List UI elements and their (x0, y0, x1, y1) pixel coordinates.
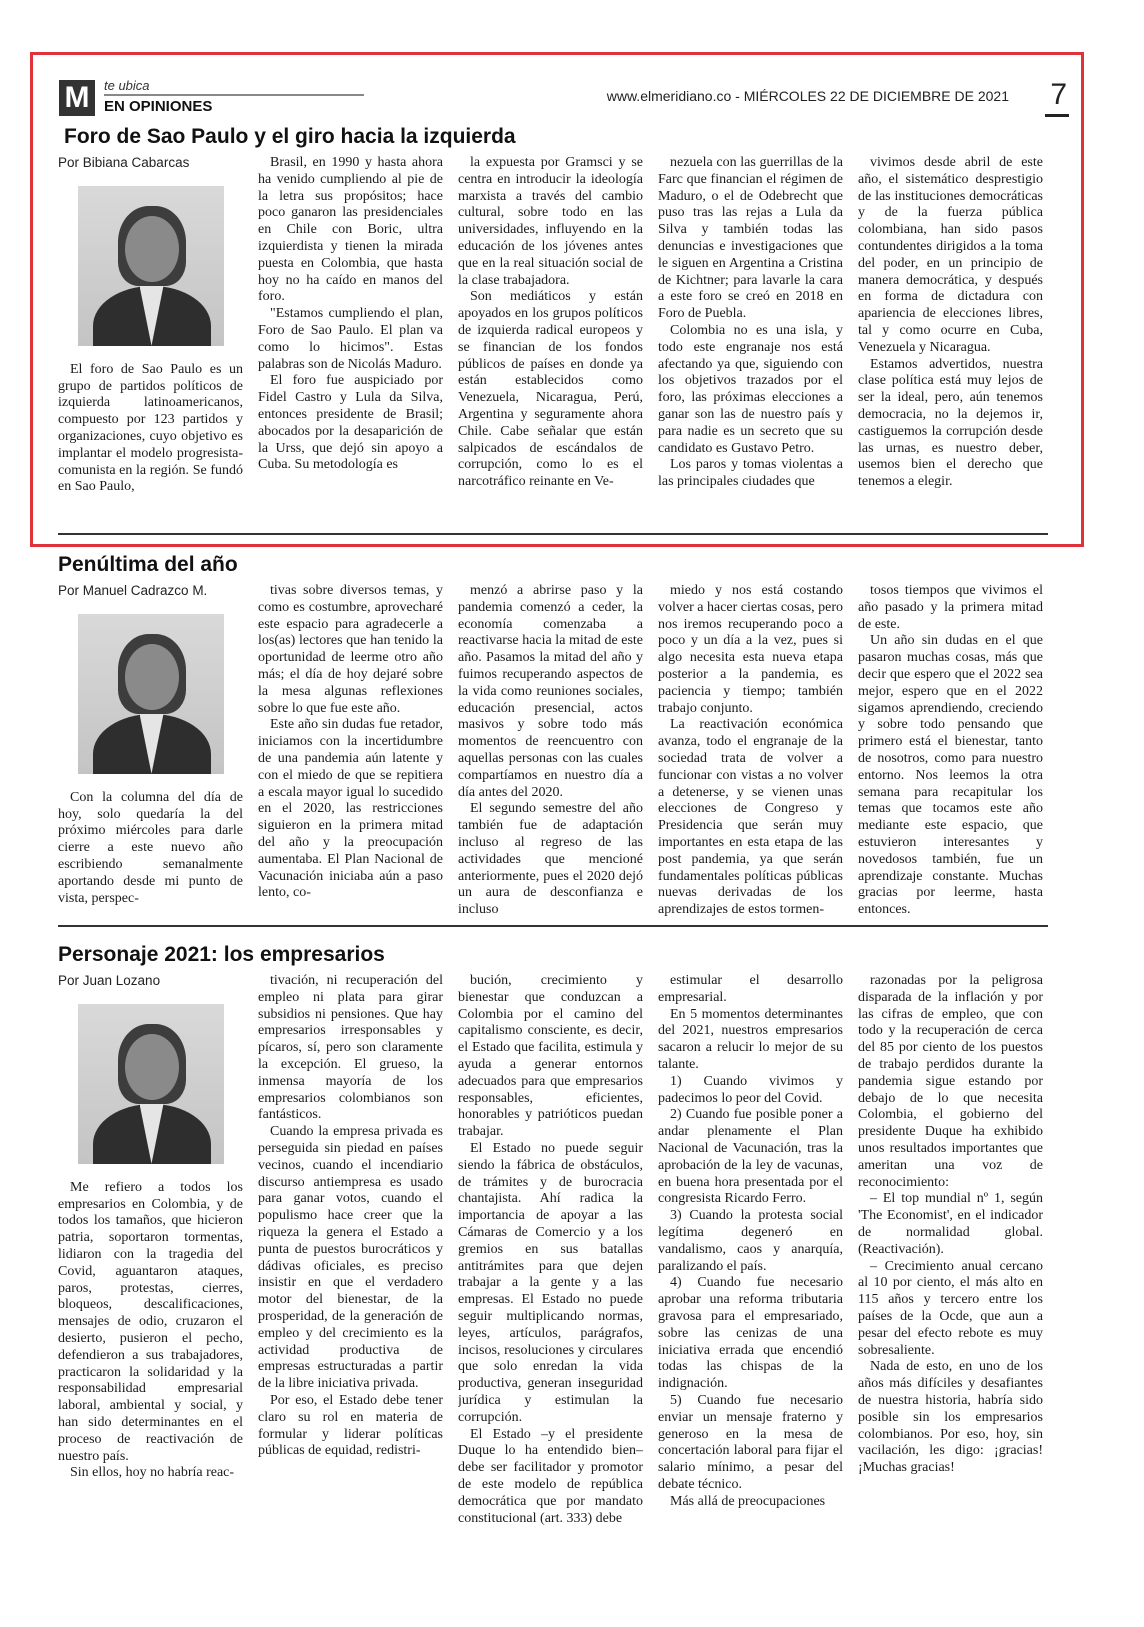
paragraph: menzó a abrirse paso y la pandemia comenzó a ceder, la economía comenzaba a reactivarse hacia la mitad de este año. Pasamos la mitad del año y fuimos recuperando aspectos de la vida como reuniones sociales, educación presencial, actos masivos y sobre todo más momentos de reencuentro con aquellas personas con las cuales compartíamos en nuestro día a día antes del 2020. (458, 583, 643, 800)
column-3 (458, 973, 643, 1533)
column-3 (458, 155, 643, 530)
paragraph: nezuela con las guerrillas de la Farc que financian el régimen de Maduro, o el de Odebrecht que puso tras las rejas a Lula da Silva y también todas las denuncias e investigaciones que le siguen en Argentina a Cristina de Kichtner; para lavarle la cara a este foro se creó en 2018 en Foro de Puebla. (658, 155, 843, 322)
column-4 (658, 155, 843, 530)
paragraph: estimular el desarrollo empresarial. (658, 973, 843, 1005)
paragraph: 4) Cuando fue necesario aprobar una reforma tributaria gravosa para el empresariado, sobre las cenizas de una iniciativa errada que encendió todas las chispas de la indignación. (658, 1275, 843, 1392)
column-5 (858, 583, 1043, 918)
article-3 (58, 943, 1048, 1533)
paragraph: En 5 momentos determinantes del 2021, nuestros empresarios sacaron a relucir lo mejor de su talante. (658, 1006, 843, 1072)
column-text (858, 155, 1043, 491)
paragraph: Cuando la empresa privada es perseguida sin piedad en países vecinos, cuando el incendiario discurso antiempresa es usado para ganar votos, cuando el populismo hace creer que la riqueza la genera el Estado a punta de puestos burocráticos y dádivas oficiales, es preciso insistir en que el verdadero motor del bienestar, de la prosperidad, de la generación de empleo y del crecimiento es la actividad productiva de empresas estructuradas a partir de la libre iniciativa privada. (258, 1124, 443, 1392)
paragraph: Sin ellos, hoy no habría reac- (70, 1465, 235, 1481)
paragraph: Este año sin dudas fue retador, iniciamos con la incertidumbre de una pandemia aún latente y con el miedo de que se repitiera a escala mayor igual lo sucedido en el 2020, las restricciones siguieron en la primera mitad del año y la preocupación aumentaba. El Plan Nacional de Vacunación iniciaba aún a paso lento, co- (258, 717, 443, 901)
column-2 (258, 583, 443, 918)
paragraph: 1) Cuando vivimos y padecimos lo peor del Covid. (658, 1073, 843, 1106)
paragraph: El Estado –y el presidente Duque lo ha entendido bien– debe ser facilitador y promotor de este modelo de república democrática que por mandato constitucional (art. 333) debe (458, 1426, 643, 1526)
paragraph: El segundo semestre del año también fue de adaptación incluso al regreso de las actividades que mencioné anteriormente, pues el 2020 dejó un aura de desconfianza e incluso (458, 801, 643, 918)
paragraph: tosos tiempos que vivimos el año pasado y la primera mitad de este. (858, 583, 1043, 632)
column-text (458, 583, 643, 918)
paragraph: La reactivación económica avanza, todo el engranaje de la sociedad trata de volver a funcionar con vistas a no volver a detenerse, y se vienen unas elecciones de Congreso y Presidencia que serán muy importantes en esta etapa de las post pandemia, ya que serán fundamentales políticas públicas nuevas derivadas de los aprendizajes de estos tormen- (658, 717, 843, 918)
logo-m: M (59, 80, 95, 116)
author-portrait-icon (78, 614, 224, 774)
paragraph: la expuesta por Gramsci y se centra en introducir la ideología marxista a través del cambio cultural, sobre todo en las universidades, influyendo en la educación de los jóvenes antes que en la real situación social de la clase trabajadora. (458, 155, 643, 288)
paragraph: – El top mundial nº 1, según 'The Economist', en el indicador de normalidad global. (Reactivación). (858, 1191, 1043, 1257)
section-label: EN OPINIONES (104, 98, 213, 115)
dateline: www.elmeridiano.co - MIÉRCOLES 22 DE DICIEMBRE DE 2021 (606, 88, 1009, 104)
paragraph: Me refiero a todos los empresarios en Colombia, y de todos los tamaños, que hicieron patria, soportaron tormentas, lidiaron con la tragedia del Covid, aguantaron ataques, paros, protestas, cierres, bloqueos, descalificaciones, mensajes de odio, cruzaron el desierto, pusieron el pecho, defendieron a sus trabajadores, practicaron la solidaridad y la responsabilidad empresarial laboral, ambiental y social, y han sido determinantes en el proceso de reactivación de nuestro país. (58, 1179, 243, 1464)
paragraph: razonadas por la peligrosa disparada de la inflación y por las cifras de empleo, que con todo y la recuperación de cerca del 85 por ciento de los puestos de trabajo perdidos durante la pandemia sigue estando por debajo de lo que necesita Colombia, el gobierno del presidente Duque ha exhibido unos resultados importantes que ameritan una voz de reconocimiento: (858, 973, 1043, 1190)
author-portrait-icon (78, 186, 224, 346)
paragraph: tivas sobre diversos temas, y como es costumbre, aprovecharé este espacio para agradecerle a los(as) lectores que han tenido la oportunidad de leerme otro año más; el día de hoy dejaré sobre la mesa algunas reflexiones sobre lo que fue este año. (258, 583, 443, 716)
column-text (258, 155, 443, 474)
paragraph: Por eso, el Estado debe tener claro su rol en materia de formular y liderar políticas públicas de equidad, redistri- (258, 1392, 443, 1459)
paragraph: El foro fue auspiciado por Fidel Castro y Lula da Silva, entonces presidente de Brasil; abocados por la desaparición de la Urss, que dejó sin apoyo a Cuba. Su metodología es (258, 373, 443, 473)
paragraph: El foro de Sao Paulo es un grupo de partidos políticos de izquierda latinoamericanos, compuesto por 123 partidos y organizaciones, cuyo objetivo es implantar el modelo progresista-comunista en la región. Se fundó en Sao Paulo, (58, 361, 243, 495)
paragraph: "Estamos cumpliendo el plan, Foro de Sao Paulo. El plan va como lo hicimos". Estas palabras son de Nicolás Maduro. (258, 306, 443, 372)
article-columns (58, 583, 1048, 918)
article-columns (58, 973, 1048, 1533)
paragraph: Con la columna del día de hoy, solo quedaría la del próximo miércoles para darle cierre a este nuevo año escribiendo semanalmente aportando desde mi punto de vista, perspec- (58, 789, 243, 906)
column-text (258, 973, 443, 1460)
article-2 (58, 553, 1048, 918)
column-text (658, 583, 843, 918)
byline: Por Juan Lozano (58, 973, 161, 988)
column-text (858, 583, 1043, 918)
paragraph: Un año sin dudas en el que pasaron muchas cosas, más que decir que espero que el 2022 sea mejor, espero que en el 2022 sigamos aprendiendo, creciendo y sobre todo pensando que primero está el bienestar, tanto de nosotros, como para nuestro entorno. Nos leemos la otra semana para recapitular los temas que tocamos este año mediante este espacio, que estuvieron interesantes y novedosos también, fue un aprendizaje constante. Muchas gracias por leerme, hasta entonces. (858, 633, 1043, 918)
column-4 (658, 973, 843, 1533)
paragraph: Más allá de preocupaciones (670, 1493, 826, 1509)
column-text (258, 583, 443, 902)
section-divider (58, 925, 1048, 927)
column-text (858, 973, 1043, 1477)
column-text (458, 973, 643, 1527)
column-text (58, 362, 243, 496)
column-1 (58, 583, 243, 918)
paragraph: bución, crecimiento y bienestar que conduzcan a Colombia por el camino del capitalismo consciente, es decir, el Estado que facilita, estimula y ayuda a generar entornos adecuados para que empresarios responsables, eficientes, honorables y patrióticos puedan trabajar. (458, 973, 643, 1140)
column-4 (658, 583, 843, 918)
author-portrait-icon (78, 1004, 224, 1164)
column-5 (858, 973, 1043, 1533)
column-text (658, 155, 843, 491)
column-text (58, 1180, 243, 1482)
paragraph: – Crecimiento anual cercano al 10 por ciento, el más alto en 115 años y tercero entre los países de la Ocde, que aun a pesar del efecto rebote es muy sobresaliente. (858, 1258, 1043, 1358)
paragraph: miedo y nos está costando volver a hacer ciertas cosas, pero nos iremos recuperando poco a poco y un día a la vez, pues si algo necesita esta nueva etapa posterior a la pandemia, es paciencia y tiempo; también trabajo conjunto. (658, 583, 843, 716)
section-divider (58, 533, 1048, 535)
column-2 (258, 155, 443, 530)
column-2 (258, 973, 443, 1533)
article-headline: Foro de Sao Paulo y el giro hacia la izquierda (64, 125, 516, 148)
paragraph: 5) Cuando fue necesario enviar un mensaje fraterno y generoso en la mesa de concertación laboral para fijar el salario mínimo, a pesar del debate técnico. (658, 1392, 843, 1492)
column-text (58, 790, 243, 908)
byline: Por Bibiana Cabarcas (58, 155, 190, 170)
paragraph: vivimos desde abril de este año, el sistemático desprestigio de las instituciones democráticas y de la fuerza pública colombiana, han sido pasos contundentes dirigidos a la toma del poder, en un principio de manera democrática, y después en forma de dictadura con apariencia de elecciones libres, tal y como ocurre en Cuba, Venezuela y Nicaragua. (858, 155, 1043, 355)
article-headline: Personaje 2021: los empresarios (58, 943, 385, 966)
paragraph: 2) Cuando fue posible poner a andar plenamente el Plan Nacional de Vacunación, tras la aprobación de la ley de vacunas, en buena hora presentada por el congresista Ricardo Ferro. (658, 1107, 843, 1207)
article-headline: Penúltima del año (58, 553, 238, 576)
byline: Por Manuel Cadrazco M. (58, 583, 208, 598)
column-1 (58, 973, 243, 1533)
column-3 (458, 583, 643, 918)
paragraph: tivación, ni recuperación del empleo ni plata para girar subsidios ni pensiones. Que hay empresarios irresponsables y pícaros, sí, pero son claramente la excepción. El grueso, la inmensa mayoría de los empresarios colombianos son fantásticos. (258, 973, 443, 1123)
paragraph: Son mediáticos y están apoyados en los grupos políticos de izquierda radical europeos y se financian de los fondos públicos de países en donde ya están establecidos como Venezuela, Nicaragua, Perú, Argentina y seguramente ahora Chile. Cabe señalar que están salpicados de escándalos de corrupción, como lo es el narcotráfico reinante en Ve- (458, 289, 643, 490)
article-1 (58, 125, 1048, 530)
article-columns (58, 155, 1048, 530)
paragraph: Brasil, en 1990 y hasta ahora ha venido cumpliendo al pie de la letra sus propósitos; hace poco ganaron las presidenciales en Chile con Boric, ultra izquierdista y tienen la mirada puesta en Colombia, que hasta hoy no ha caído en manos del foro. (258, 155, 443, 305)
paragraph: Los paros y tomas violentas a las principales ciudades que (658, 457, 843, 490)
paragraph: Nada de esto, en uno de los años más difíciles y desafiantes de nuestra historia, habría sido posible sin los empresarios colombianos. Por eso, hoy, sin vacilación, les digo: ¡gracias! ¡Muchas gracias! (858, 1359, 1043, 1476)
column-5 (858, 155, 1043, 530)
paragraph: El Estado no puede seguir siendo la fábrica de obstáculos, de trámites y de burocracia chantajista. Ahí radica la importancia de apoyar a las Cámaras de Comercio y a los gremios en sus batallas antitrámites para que dejen trabajar a la gente y a las empresas. El Estado no puede seguir multiplicando normas, leyes, artículos, parágrafos, incisos, resoluciones y circulares que solo enredan la vida productiva, generan inseguridad jurídica y estimulan la corrupción. (458, 1140, 643, 1425)
column-text (458, 155, 643, 491)
column-1 (58, 155, 243, 530)
paragraph: 3) Cuando la protesta social legítima degeneró en vandalismo, caos y anarquía, paralizando el país. (658, 1208, 843, 1274)
tagline: te ubica (104, 78, 150, 93)
paragraph: Colombia no es una isla, y todo este engranaje nos está afectando ya que, siguiendo con los objetivos trazados por el foro, las próximas elecciones a ganar son las de nuestro país y para nadie es un secreto que su candidato es Gustavo Petro. (658, 322, 843, 456)
page-number: 7 (1050, 78, 1067, 111)
paragraph: Estamos advertidos, nuestra clase política está muy lejos de ser la ideal, pero, aún tenemos democracia, no la dejemos ir, castiguemos la corrupción desde las urnas, es nuestro deber, usemos bien el derecho que tenemos a elegir. (858, 356, 1043, 490)
column-text (658, 973, 843, 1511)
